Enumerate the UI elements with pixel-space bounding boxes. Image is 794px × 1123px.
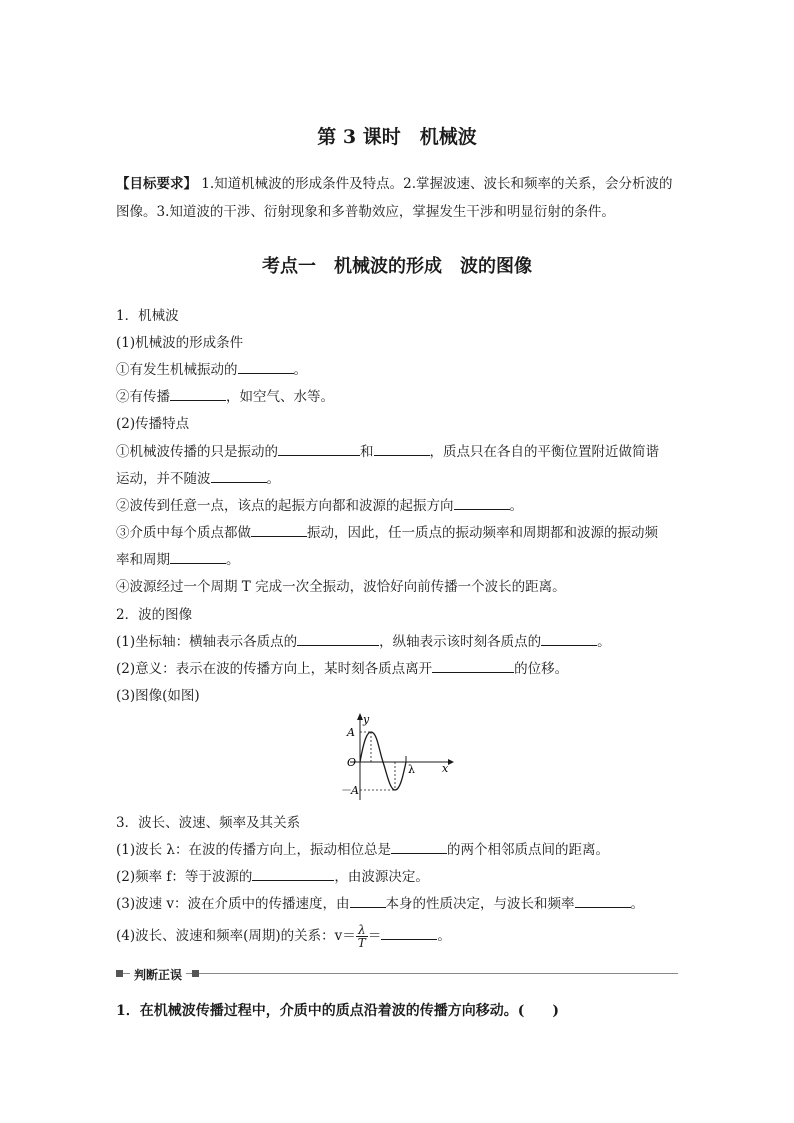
fill-blank [211,469,267,483]
fill-blank [432,659,514,673]
text-line: ③介质中每个质点都做 振动，因此，任一质点的振动频率和周期都和波源的振动频 [116,525,658,541]
text-line: (1)坐标轴：横轴表示各质点的 ，纵轴表示该时刻各质点的 。 [116,634,611,650]
x-label: x [442,762,449,775]
fill-blank [575,894,631,908]
fill-blank [374,442,430,456]
goal-line-2: 图像。3.知道波的干涉、衍射现象和多普勒效应，掌握发生干涉和明显衍射的条件。 [116,204,615,220]
text-line: (1)机械波的形成条件 [116,335,244,351]
fill-blank [454,496,510,510]
text-line: (1)波长 λ：在波的传播方向上，振动相位总是 的两个相邻质点间的距离。 [116,842,609,858]
fill-blank [391,840,447,854]
origin-label: O [347,756,357,769]
wave-curve [360,732,406,790]
fill-blank [541,632,597,646]
fill-blank [297,632,379,646]
text-line: ①机械波传播的只是振动的 和 ，质点只在各自的平衡位置附近做简谐 [116,444,659,460]
amplitude-label: A [347,726,355,739]
fill-blank [381,926,437,940]
text-line: (2)频率 f：等于波源的 ，由波源决定。 [116,869,429,885]
text-line: (3)波速 v：波在介质中的传播速度，由 本身的性质决定，与波长和频率 。 [116,896,645,912]
text-line: (2)传播特点 [116,416,190,432]
text-line: 1．机械波 [116,308,179,324]
goal-tag: 【目标要求】 [116,176,197,192]
section-divider [116,968,678,982]
learning-goals [116,170,682,226]
divider-square-icon [192,970,199,977]
page-title: 第 3 课时 机械波 [317,126,477,148]
neg-amplitude-label: －A [340,784,359,797]
text-line: ④波源经过一个周期 T 完成一次全振动，波恰好向前传播一个波长的距离。 [116,579,566,595]
judge-question: 1．在机械波传播过程中，介质中的质点沿着波的传播方向移动。( ) [116,1003,559,1019]
text-line: ②有传播 ，如空气、水等。 [116,389,334,405]
fraction: $\frac{\lambda}{T}$ [357,923,366,950]
lambda-label: λ [408,763,415,776]
text-line: (3)图像(如图) [116,688,200,704]
text-line: (2)意义：表示在波的传播方向上，某时刻各质点离开 的位移。 [116,661,569,677]
x-arrow-icon [448,759,454,765]
divider-label: 判断正误 [130,966,186,983]
goal-line-1: 1.知道机械波的形成条件及特点。2.掌握波速、波长和频率的关系，会分析波的 [197,176,673,192]
y-label: y [363,713,370,726]
text-line: ②波传到任意一点，该点的起振方向都和波源的起振方向 。 [116,498,523,514]
text-line: 率和周期 。 [116,552,240,568]
fill-blank [350,894,386,908]
text-line: 运动，并不随波 。 [116,471,280,487]
section-heading: 考点一 机械波的形成 波的图像 [262,256,532,277]
text-line: (4)波长、波速和频率(周期)的关系：v＝ $\frac{\lambda}{T}$ ＝ 。 [116,923,451,950]
fill-blank [238,360,294,374]
fill-blank [251,523,307,537]
wave-graph [330,710,460,804]
divider-square-icon [116,970,123,977]
fill-blank [170,550,226,564]
fill-blank [170,387,226,401]
text-line: ①有发生机械振动的 。 [116,362,307,378]
text-line: 2．波的图像 [116,607,193,623]
fill-blank [252,867,334,881]
fill-blank [278,442,360,456]
text-line: 3．波长、波速、频率及其关系 [116,815,301,831]
